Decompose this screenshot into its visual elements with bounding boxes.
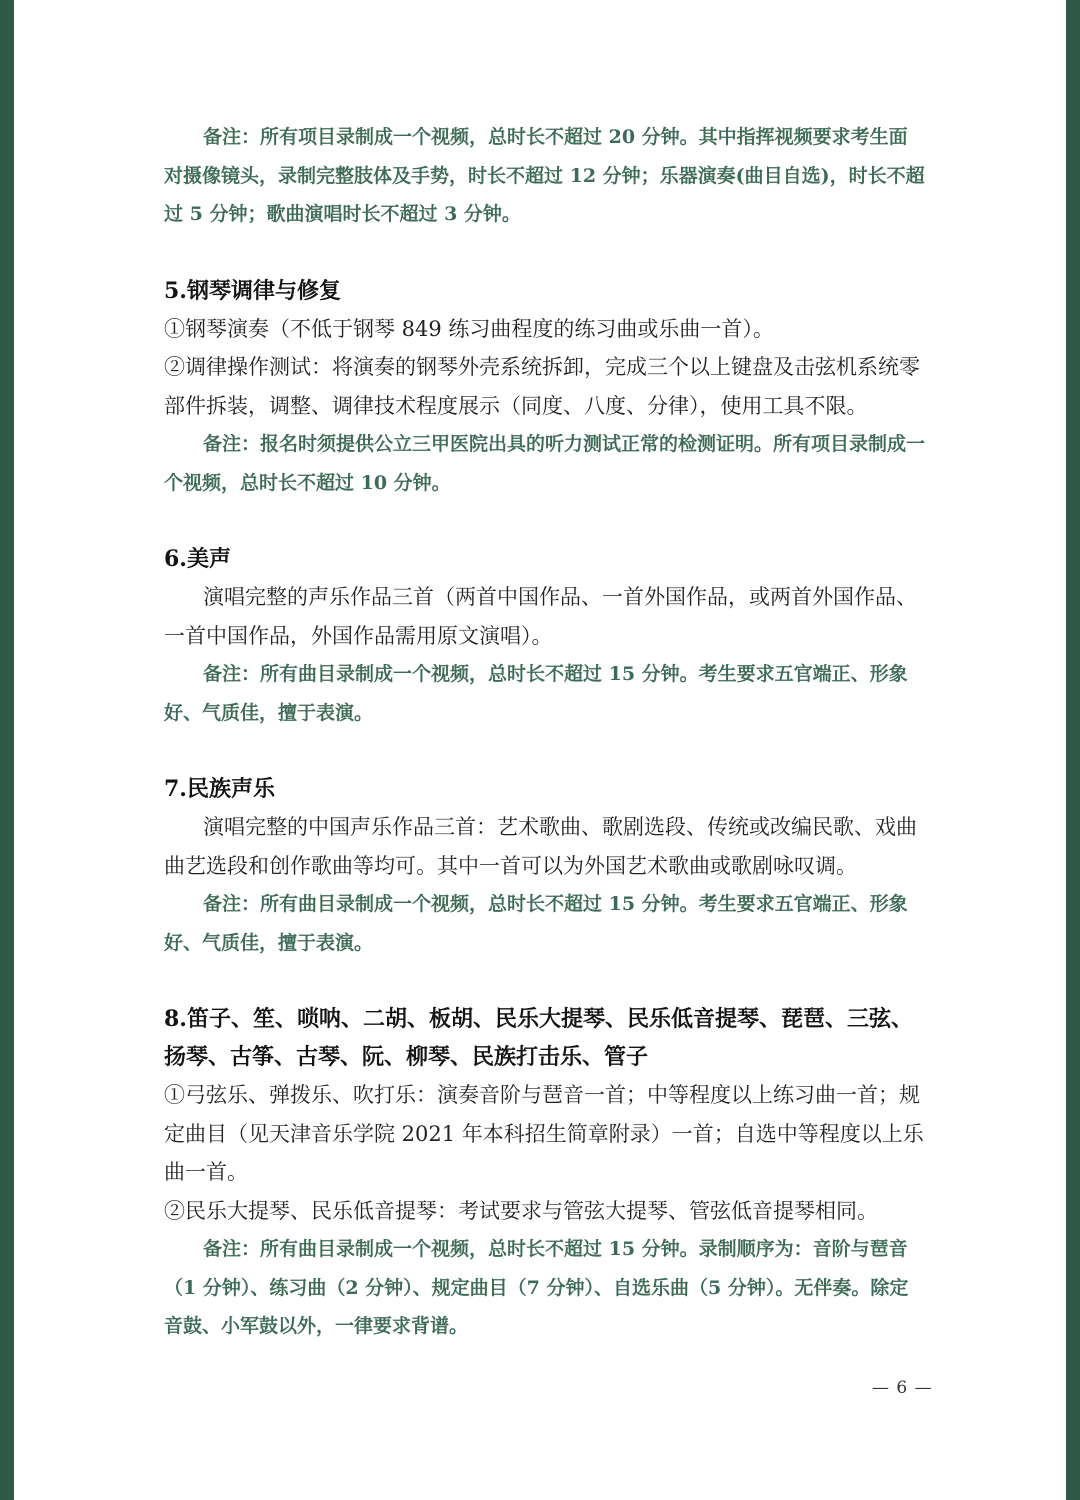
note-conducting: 备注：所有项目录制成一个视频，总时长不超过 20 分钟。其中指挥视频要求考生面对摄像镜头，录制完整肢体及手势，时长不超过 12 分钟；乐器演奏(曲目自选)，时长不超过 5 分钟；歌曲演唱时长不超过 3 分钟。 — [164, 126, 925, 225]
section-item-piano-performance: ①钢琴演奏（不低于钢琴 849 练习曲程度的练习曲或乐曲一首）。 — [164, 316, 774, 341]
note-bel-canto: 备注：所有曲目录制成一个视频，总时长不超过 15 分钟。考生要求五官端正、形象好、气质佳，擅于表演。 — [164, 663, 908, 724]
note-piano-tuning: 备注：报名时须提供公立三甲医院出具的听力测试正常的检测证明。所有项目录制成一个视频，总时长不超过 10 分钟。 — [164, 433, 926, 494]
section-body-bel-canto: 演唱完整的声乐作品三首（两首中国作品、一首外国作品，或两首外国作品、一首中国作品，外国作品需用原文演唱）。 — [164, 585, 917, 648]
section-item-instrument-requirements: ①弓弦乐、弹拨乐、吹打乐：演奏音阶与琶音一首；中等程度以上练习曲一首；规定曲目（见天津音乐学院 2021 年本科招生简章附录）一首；自选中等程度以上乐曲一首。 — [164, 1083, 924, 1184]
document-page — [14, 0, 1066, 1500]
section-heading-bel-canto: 6.美声 — [164, 546, 231, 572]
section-item-folk-bass: ②民乐大提琴、民乐低音提琴：考试要求与管弦大提琴、管弦低音提琴相同。 — [164, 1198, 878, 1223]
section-item-tuning-test: ②调律操作测试：将演奏的钢琴外壳系统拆卸，完成三个以上键盘及击弦机系统零部件拆装，调整、调律技术程度展示（同度、八度、分律），使用工具不限。 — [164, 355, 920, 418]
note-folk-instruments: 备注：所有曲目录制成一个视频，总时长不超过 15 分钟。录制顺序为：音阶与琶音（1 分钟）、练习曲（2 分钟）、规定曲目（7 分钟）、自选乐曲（5 分钟）。无伴奏。除定音鼓、小军鼓以外，一律要求背谱。 — [164, 1238, 909, 1337]
note-folk-vocal: 备注：所有曲目录制成一个视频，总时长不超过 15 分钟。考生要求五官端正、形象好、气质佳，擅于表演。 — [164, 893, 908, 954]
page-number: — 6 — — [872, 1378, 933, 1398]
section-heading-piano-tuning: 5.钢琴调律与修复 — [164, 277, 341, 304]
section-body-folk-vocal: 演唱完整的中国声乐作品三首：艺术歌曲、歌剧选段、传统或改编民歌、戏曲曲艺选段和创作歌曲等均可。其中一首可以为外国艺术歌曲或歌剧咏叹调。 — [164, 815, 917, 878]
section-heading-folk-instruments: 8.笛子、笙、唢呐、二胡、板胡、民乐大提琴、民乐低音提琴、琵琶、三弦、扬琴、古筝、古琴、阮、柳琴、民族打击乐、管子 — [164, 1006, 913, 1070]
document-content — [164, 118, 926, 1346]
section-heading-folk-vocal: 7.民族声乐 — [164, 776, 275, 802]
